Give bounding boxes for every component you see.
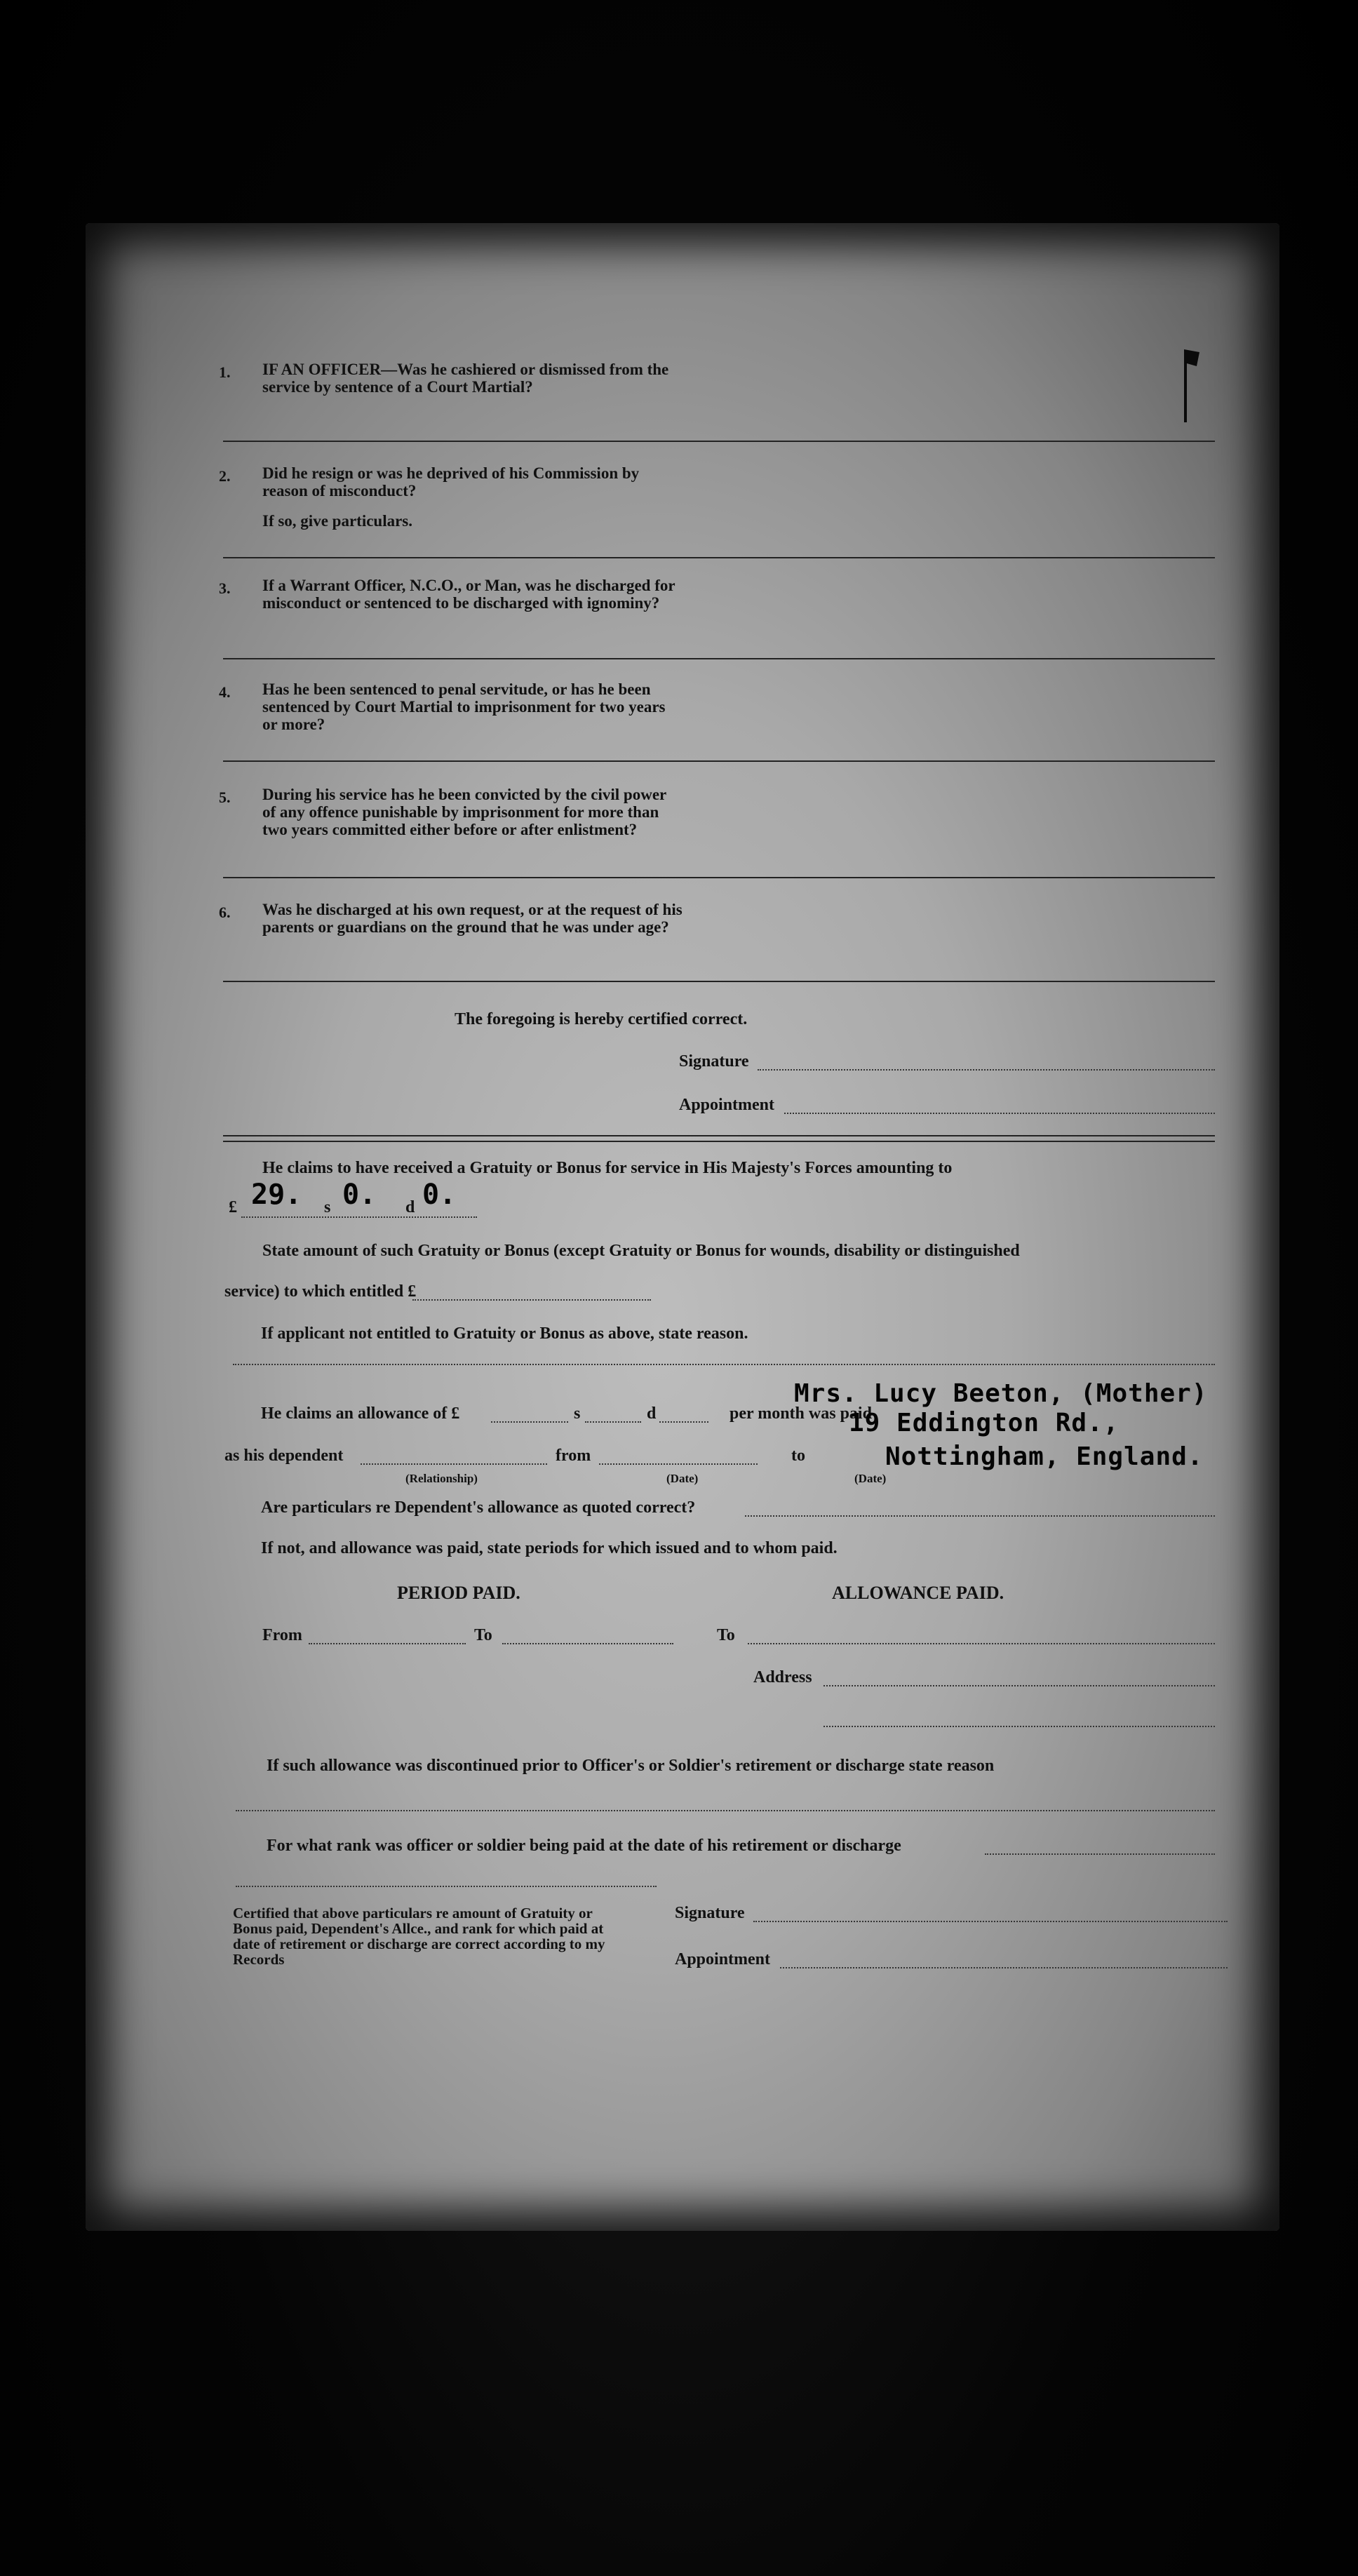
final-certification-text: Certified that above particulars re amount of Gratuity or Bonus paid, Dependent's Allce., and rank for which paid at date of retirement or discharge are correct according to my Records	[233, 1905, 605, 1968]
particulars-correct-text: Are particulars re Dependent's allowance as quoted correct?	[261, 1498, 696, 1517]
particulars-answer-line[interactable]	[745, 1515, 1215, 1517]
per-month-text: per month was paid	[730, 1404, 872, 1423]
question-4-number: 4.	[219, 683, 231, 701]
pound-symbol: £	[229, 1198, 237, 1216]
question-2-number: 2.	[219, 467, 231, 485]
allowance-shillings-line[interactable]	[585, 1421, 641, 1423]
signature-label: Signature	[679, 1052, 749, 1071]
shillings-label: s	[324, 1198, 331, 1216]
dependent-stamp-line1: Mrs. Lucy Beeton, (Mother)	[794, 1379, 1208, 1408]
allowance-s-label: s	[574, 1404, 581, 1423]
question-5-text: During his service has he been convicted by the civil power of any offence punishable by imprisonment for more than two years committed either before or after enlistment?	[262, 786, 666, 838]
divider	[223, 981, 1215, 982]
question-1-text: IF AN OFFICER—Was he cashiered or dismissed from the service by sentence of a Court Martial?	[262, 361, 669, 396]
gratuity-amount-line	[241, 1216, 477, 1218]
appointment-label: Appointment	[679, 1096, 775, 1114]
to-label: to	[791, 1447, 805, 1465]
from-date-caption: (Date)	[666, 1472, 699, 1485]
question-3-number: 3.	[219, 579, 231, 597]
divider	[223, 441, 1215, 442]
period-from-line[interactable]	[309, 1643, 466, 1644]
appointment-line[interactable]	[784, 1113, 1215, 1114]
rank-extra-line[interactable]	[236, 1886, 657, 1887]
divider	[223, 877, 1215, 878]
rank-question-text: For what rank was officer or soldier being paid at the date of his retirement or discharge	[267, 1837, 901, 1855]
final-signature-line[interactable]	[753, 1921, 1228, 1922]
state-amount-text: State amount of such Gratuity or Bonus (except Gratuity or Bonus for wounds, disability or distinguished	[262, 1242, 1020, 1260]
allowance-pence-line[interactable]	[659, 1421, 708, 1423]
address-label: Address	[753, 1668, 812, 1686]
period-from-label: From	[262, 1626, 302, 1644]
period-paid-heading: PERIOD PAID.	[397, 1583, 520, 1603]
allowance-paid-heading: ALLOWANCE PAID.	[832, 1583, 1004, 1603]
reason-line[interactable]	[233, 1364, 1215, 1365]
allowance-d-label: d	[647, 1404, 657, 1423]
final-appointment-line[interactable]	[780, 1967, 1228, 1968]
dependent-text: as his dependent	[224, 1447, 344, 1465]
allowance-to-line[interactable]	[748, 1643, 1215, 1644]
if-not-text: If not, and allowance was paid, state periods for which issued and to whom paid.	[261, 1539, 838, 1557]
dependent-stamp-line2: 19 Eddington Rd.,	[849, 1409, 1120, 1437]
allowance-pounds-line[interactable]	[491, 1421, 568, 1423]
period-to-label: To	[474, 1626, 492, 1644]
entitled-amount-line[interactable]	[412, 1299, 651, 1301]
discontinued-reason-line[interactable]	[236, 1810, 1215, 1811]
gratuity-pounds-value: 29.	[251, 1179, 302, 1211]
discontinued-text: If such allowance was discontinued prior to Officer's or Soldier's retirement or discharge state reason	[267, 1757, 995, 1775]
divider	[223, 760, 1215, 762]
final-signature-label: Signature	[675, 1904, 745, 1922]
relationship-caption: (Relationship)	[405, 1472, 478, 1485]
gratuity-shillings-value: 0.	[342, 1179, 377, 1211]
certified-correct-text: The foregoing is hereby certified correct.	[455, 1010, 748, 1028]
question-3-text: If a Warrant Officer, N.C.O., or Man, was he discharged for misconduct or sentenced to be discharged with ignominy?	[262, 577, 675, 612]
from-label: from	[556, 1447, 591, 1465]
gratuity-claims-text: He claims to have received a Gratuity or Bonus for service in His Majesty's Forces amounting to	[262, 1159, 953, 1177]
gratuity-pence-value: 0.	[422, 1179, 457, 1211]
period-to-line[interactable]	[502, 1643, 673, 1644]
question-2-subtext: If so, give particulars.	[262, 512, 413, 530]
signature-line[interactable]	[758, 1069, 1215, 1071]
section-divider	[223, 1135, 1215, 1142]
from-date-line[interactable]	[599, 1463, 758, 1465]
divider	[223, 557, 1215, 558]
question-5-number: 5.	[219, 789, 231, 806]
divider	[223, 658, 1215, 659]
question-4-text: Has he been sentenced to penal servitude, or has he been sentenced by Court Martial to imprisonment for two years or more?	[262, 680, 666, 733]
final-appointment-label: Appointment	[675, 1950, 771, 1968]
flag-mark-icon	[1181, 347, 1201, 424]
pence-label: d	[405, 1198, 415, 1216]
service-record-form	[86, 223, 1279, 2231]
address-line-1[interactable]	[823, 1685, 1215, 1686]
question-1-number: 1.	[219, 363, 231, 381]
question-6-number: 6.	[219, 904, 231, 921]
to-date-caption: (Date)	[854, 1472, 887, 1485]
relationship-line[interactable]	[361, 1463, 547, 1465]
rank-answer-line[interactable]	[985, 1853, 1215, 1855]
question-6-text: Was he discharged at his own request, or at the request of his parents or guardians on the ground that he was under age?	[262, 901, 683, 936]
not-entitled-text: If applicant not entitled to Gratuity or Bonus as above, state reason.	[261, 1324, 748, 1343]
dependent-stamp-line3: Nottingham, England.	[885, 1442, 1204, 1471]
address-line-2[interactable]	[823, 1726, 1215, 1727]
service-entitled-text: service) to which entitled £	[224, 1282, 417, 1301]
allowance-claims-text: He claims an allowance of £	[261, 1404, 460, 1423]
allowance-to-label: To	[717, 1626, 735, 1644]
question-2-text: Did he resign or was he deprived of his Commission by reason of misconduct?	[262, 464, 640, 499]
